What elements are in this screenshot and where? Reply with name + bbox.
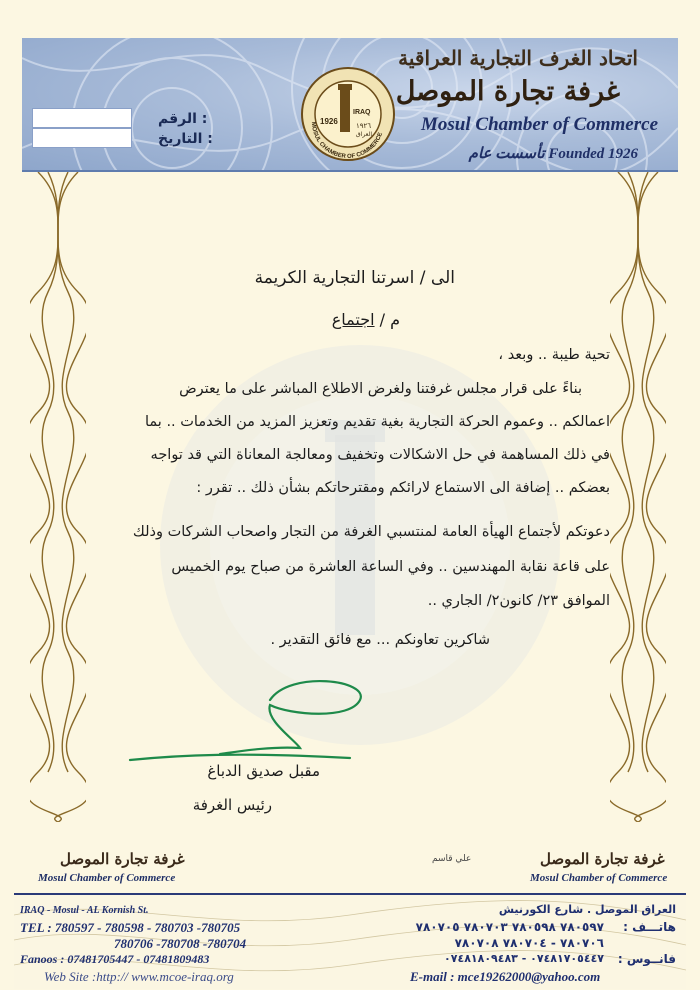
signatory-name: مقبل صديق الدباغ	[207, 762, 320, 780]
subject-line	[332, 310, 400, 329]
seal-ring-text: MOSUL CHAMBER OF COMMERCE	[309, 121, 385, 161]
subject-prefix: م /	[374, 310, 400, 329]
body-line-5: دعوتكم لأجتماع الهيأة العامة لمنتسبي الغرفة من التجار واصحاب الشركات وذلك	[132, 524, 610, 540]
date-field	[32, 128, 132, 148]
body-line-3: في ذلك المساهمة في حل الاشكالات وتخفيف ومعالجة المعاناة التي قد تواجه	[150, 447, 610, 463]
closing-line: شاكرين تعاونكم ... مع فائق التقدير .	[270, 632, 490, 648]
phone-label-ar: هاتـــف :	[623, 920, 676, 934]
subject-text: اجتماع	[331, 310, 375, 329]
email-link[interactable]: E-mail : mce19262000@yahoo.com	[410, 969, 601, 984]
address-en: IRAQ - Mosul - AL Kornish St.	[20, 905, 149, 916]
recipient-line: الى / اسرتنا التجارية الكريمة	[254, 268, 455, 288]
union-name-ar: اتحاد الغرف التجارية العراقية	[398, 46, 638, 70]
phones-en-2: 780706 -780708 -780704	[114, 936, 247, 951]
seal-country: IRAQ	[353, 109, 371, 116]
signatory-title: رئيس الغرفة	[192, 796, 272, 814]
fanoos-ar: ٠٧٤٨١٧٠٥٤٤٧ - ٠٧٤٨١٨٠٩٤٨٣	[444, 952, 604, 965]
chamber-name-ar: غرفة تجارة الموصل	[395, 76, 620, 107]
phones-en-1: TEL : 780597 - 780598 - 780703 -780705	[20, 920, 241, 935]
phones-ar-2: ٧٨٠٧٠٦ - ٧٨٠٧٠٤ ٧٨٠٧٠٨	[454, 936, 604, 950]
letterhead-banner	[22, 38, 678, 172]
body-line-7: الموافق ٢٣/ كانون٢/ الجاري ..	[427, 593, 610, 609]
seal-country-ar: العراق	[356, 131, 373, 138]
date-label: التاريخ :	[158, 131, 213, 147]
right-border-ribbon	[610, 172, 666, 822]
founded-line: Founded 1926 تأسست عام	[468, 146, 638, 162]
address-ar: العراق الموصل . شارع الكورنيش	[498, 903, 676, 916]
seal-year-ar: ١٩٢٦	[356, 122, 372, 130]
left-border-ribbon	[30, 172, 86, 822]
body-line-1: بناءً على قرار مجلس غرفتنا ولغرض الاطلاع المباشر على ما يعترض	[179, 381, 582, 397]
fanoos-label-ar: فانــوس :	[617, 952, 676, 966]
signature-scribble	[120, 660, 380, 770]
footer-logo-left-ar: غرفة تجارة الموصل	[60, 850, 185, 868]
body-line-4: بعضكم .. إضافة الى الاستماع لارائكم ومقترحاتكم بشأن ذلك .. تقرر :	[196, 480, 610, 496]
fanoos-en: Fanoos : 07481705447 - 07481809483	[20, 952, 210, 966]
typist-initials: علي قاسم	[432, 854, 472, 864]
seal-year: 1926	[320, 117, 338, 126]
footer-logo-right-en: Mosul Chamber of Commerce	[530, 872, 668, 884]
contact-footer	[14, 893, 686, 989]
footer-logo-right-ar: غرفة تجارة الموصل	[540, 850, 665, 868]
number-label: الرقم :	[158, 111, 208, 127]
body-line-2: اعمالكم .. وعموم الحركة التجارية بغية تقديم وتعزيز المزيد من الخدمات .. بما	[145, 414, 610, 430]
phones-ar-1: ٧٨٠٥٩٧ ٧٨٠٥٩٨ ٧٨٠٧٠٣ ٧٨٠٧٠٥	[415, 920, 604, 934]
footer-logo-left-en: Mosul Chamber of Commerce	[38, 872, 176, 884]
website-link[interactable]: Web Site :http:// www.mcoe-iraq.org	[44, 969, 234, 984]
number-field	[32, 108, 132, 128]
chamber-seal-icon	[300, 66, 396, 162]
chamber-name-en: Mosul Chamber of Commerce	[421, 114, 658, 135]
body-line-6: على قاعة نقابة المهندسين .. وفي الساعة العاشرة من صباح يوم الخميس	[171, 559, 610, 575]
greeting-line: تحية طيبة .. وبعد ،	[498, 347, 610, 363]
